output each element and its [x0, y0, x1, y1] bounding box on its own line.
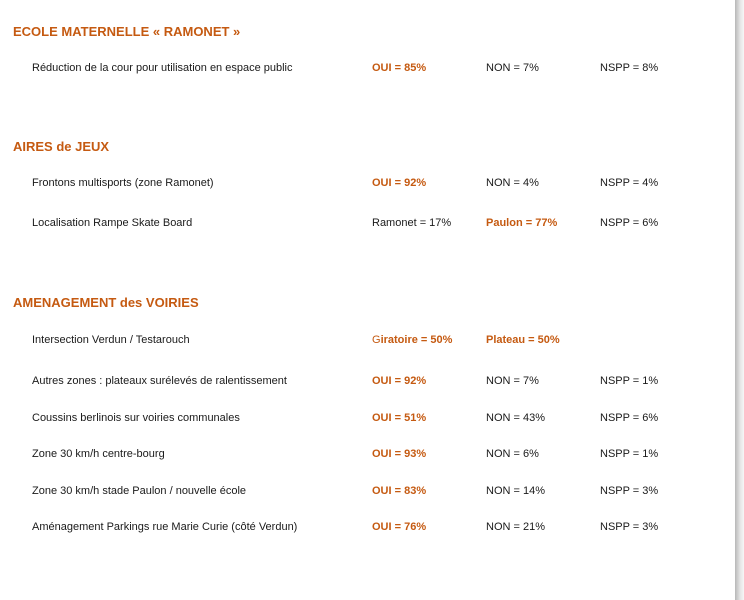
section-title-aires-de-jeux: AIRES de JEUX	[13, 139, 110, 154]
result-nspp: NSPP = 1%	[600, 448, 659, 460]
result-row-reduction-cour	[0, 60, 735, 76]
row-label: Autres zones : plateaux surélevés de ralentissement	[32, 375, 287, 387]
row-label: Intersection Verdun / Testarouch	[32, 334, 190, 346]
result-oui: OUI = 92%	[372, 375, 427, 387]
result-nspp: NSPP = 3%	[600, 485, 659, 497]
result-row-skate-board	[0, 215, 735, 231]
result-non: NON = 21%	[486, 521, 545, 533]
result-plateau: Plateau = 50%	[486, 334, 560, 346]
result-giratoire-initial: G	[372, 334, 381, 346]
result-non: NON = 6%	[486, 448, 539, 460]
row-label: Coussins berlinois sur voiries communales	[32, 412, 240, 424]
result-giratoire	[372, 332, 452, 348]
result-non: NON = 7%	[486, 62, 539, 74]
result-oui: OUI = 85%	[372, 62, 427, 74]
result-ramonet: Ramonet = 17%	[372, 217, 452, 229]
result-paulon: Paulon = 77%	[486, 217, 558, 229]
result-row-frontons	[0, 175, 735, 191]
result-non: NON = 4%	[486, 177, 539, 189]
result-row-zone30-paulon	[0, 483, 735, 499]
result-oui: OUI = 92%	[372, 177, 427, 189]
row-label: Zone 30 km/h stade Paulon / nouvelle école	[32, 485, 247, 497]
result-non: NON = 43%	[486, 412, 545, 424]
result-oui: OUI = 93%	[372, 448, 427, 460]
result-non: NON = 14%	[486, 485, 545, 497]
result-oui: OUI = 76%	[372, 521, 427, 533]
section-title-amenagement-voiries: AMENAGEMENT des VOIRIES	[13, 295, 199, 310]
row-label: Localisation Rampe Skate Board	[32, 217, 193, 229]
result-nspp: NSPP = 6%	[600, 217, 659, 229]
row-label: Frontons multisports (zone Ramonet)	[32, 177, 214, 189]
result-oui: OUI = 83%	[372, 485, 427, 497]
result-giratoire-value: iratoire = 50%	[380, 334, 453, 346]
result-nspp: NSPP = 8%	[600, 62, 659, 74]
result-non: NON = 7%	[486, 375, 539, 387]
result-row-parkings	[0, 519, 735, 535]
result-row-zone30-centre	[0, 446, 735, 462]
result-nspp: NSPP = 3%	[600, 521, 659, 533]
row-label: Zone 30 km/h centre-bourg	[32, 448, 165, 460]
result-nspp: NSPP = 1%	[600, 375, 659, 387]
result-row-plateaux	[0, 373, 735, 389]
row-label: Réduction de la cour pour utilisation en espace public	[32, 62, 293, 74]
result-row-coussins	[0, 410, 735, 426]
result-oui: OUI = 51%	[372, 412, 427, 424]
result-nspp: NSPP = 4%	[600, 177, 659, 189]
row-label: Aménagement Parkings rue Marie Curie (côté Verdun)	[32, 521, 298, 533]
page-edge-shadow	[735, 0, 744, 600]
section-title-ecole-maternelle: ECOLE MATERNELLE « RAMONET »	[13, 24, 241, 39]
result-nspp: NSPP = 6%	[600, 412, 659, 424]
result-row-intersection	[0, 332, 735, 348]
